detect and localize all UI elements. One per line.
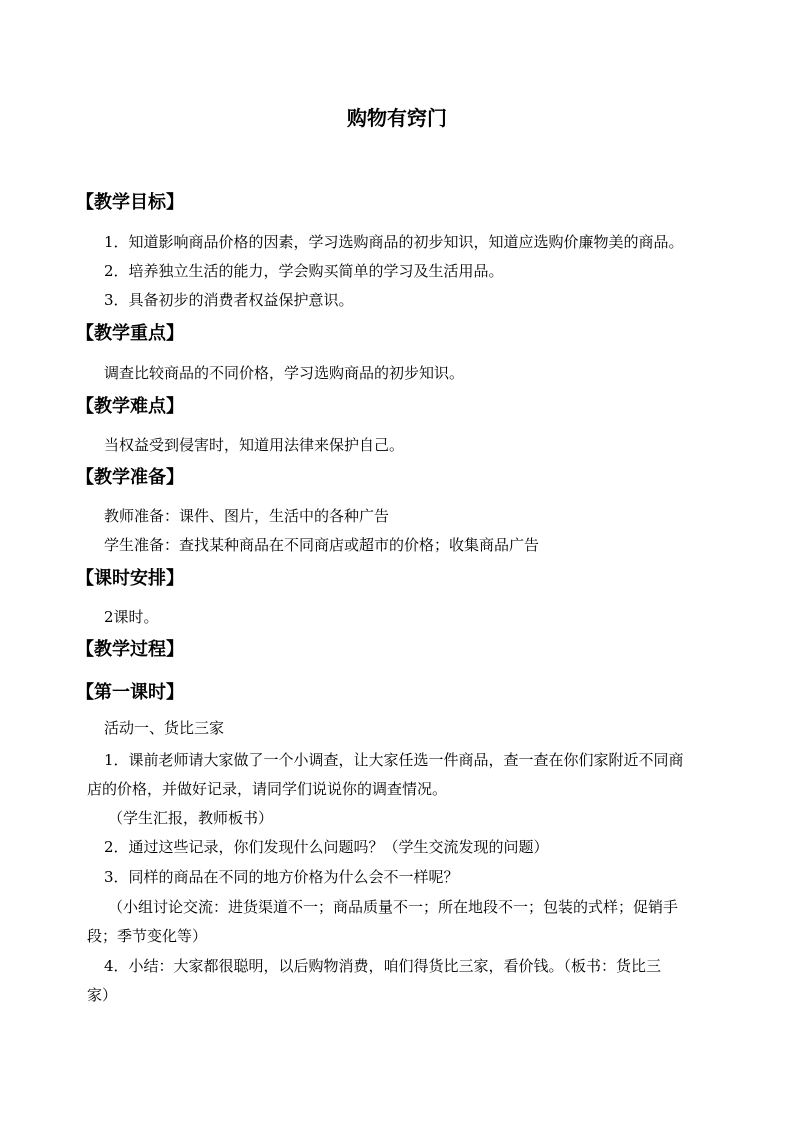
objective-item-2: 2．培养独立生活的能力，学会购买简单的学习及生活用品。 [104, 262, 504, 280]
step-4-line-1: 4．小结：大家都很聪明，以后购物消费，咱们得货比三家，看价钱。（板书：货比三 [104, 957, 662, 975]
step-1-line-2: 店的价格，并做好记录，请同学们说说你的调查情况。 [87, 780, 448, 798]
heading-objectives: 【教学目标】 [76, 192, 184, 213]
step-4-line-2: 家） [87, 986, 118, 1004]
heading-lesson-1: 【第一课时】 [76, 682, 184, 703]
student-preparation: 学生准备：查找某种商品在不同商店或超市的价格；收集商品广告 [104, 536, 540, 554]
objective-item-1: 1．知道影响商品价格的因素，学习选购商品的初步知识，知道应选购价廉物美的商品。 [104, 233, 684, 251]
document-title: 购物有窍门 [347, 106, 447, 130]
teacher-preparation: 教师准备：课件、图片，生活中的各种广告 [104, 507, 390, 525]
step-1-note: （学生汇报，教师板书） [108, 809, 274, 827]
step-3-note-line-1: （小组讨论交流：进货渠道不一；商品质量不一；所在地段不一；包装的式样；促销手 [108, 898, 679, 916]
heading-difficulties: 【教学难点】 [76, 396, 184, 417]
step-1-line-1: 1．课前老师请大家做了一个小调查，让大家任选一件商品，查一查在你们家附近不同商 [104, 751, 684, 769]
heading-preparation: 【教学准备】 [76, 467, 184, 488]
schedule-text: 2课时。 [104, 608, 159, 626]
objective-item-3: 3．具备初步的消费者权益保护意识。 [104, 291, 354, 309]
heading-key-points: 【教学重点】 [76, 323, 184, 344]
step-2: 2．通过这些记录，你们发现什么问题吗？（学生交流发现的问题） [104, 838, 549, 856]
heading-schedule: 【课时安排】 [76, 568, 184, 589]
difficulties-text: 当权益受到侵害时，知道用法律来保护自己。 [104, 436, 405, 454]
key-points-text: 调查比较商品的不同价格，学习选购商品的初步知识。 [104, 364, 465, 382]
step-3-note-line-2: 段；季节变化等） [87, 927, 208, 945]
activity-title: 活动一、货比三家 [104, 719, 225, 737]
heading-process: 【教学过程】 [76, 639, 184, 660]
step-3: 3．同样的商品在不同的地方价格为什么会不一样呢？ [104, 868, 459, 886]
